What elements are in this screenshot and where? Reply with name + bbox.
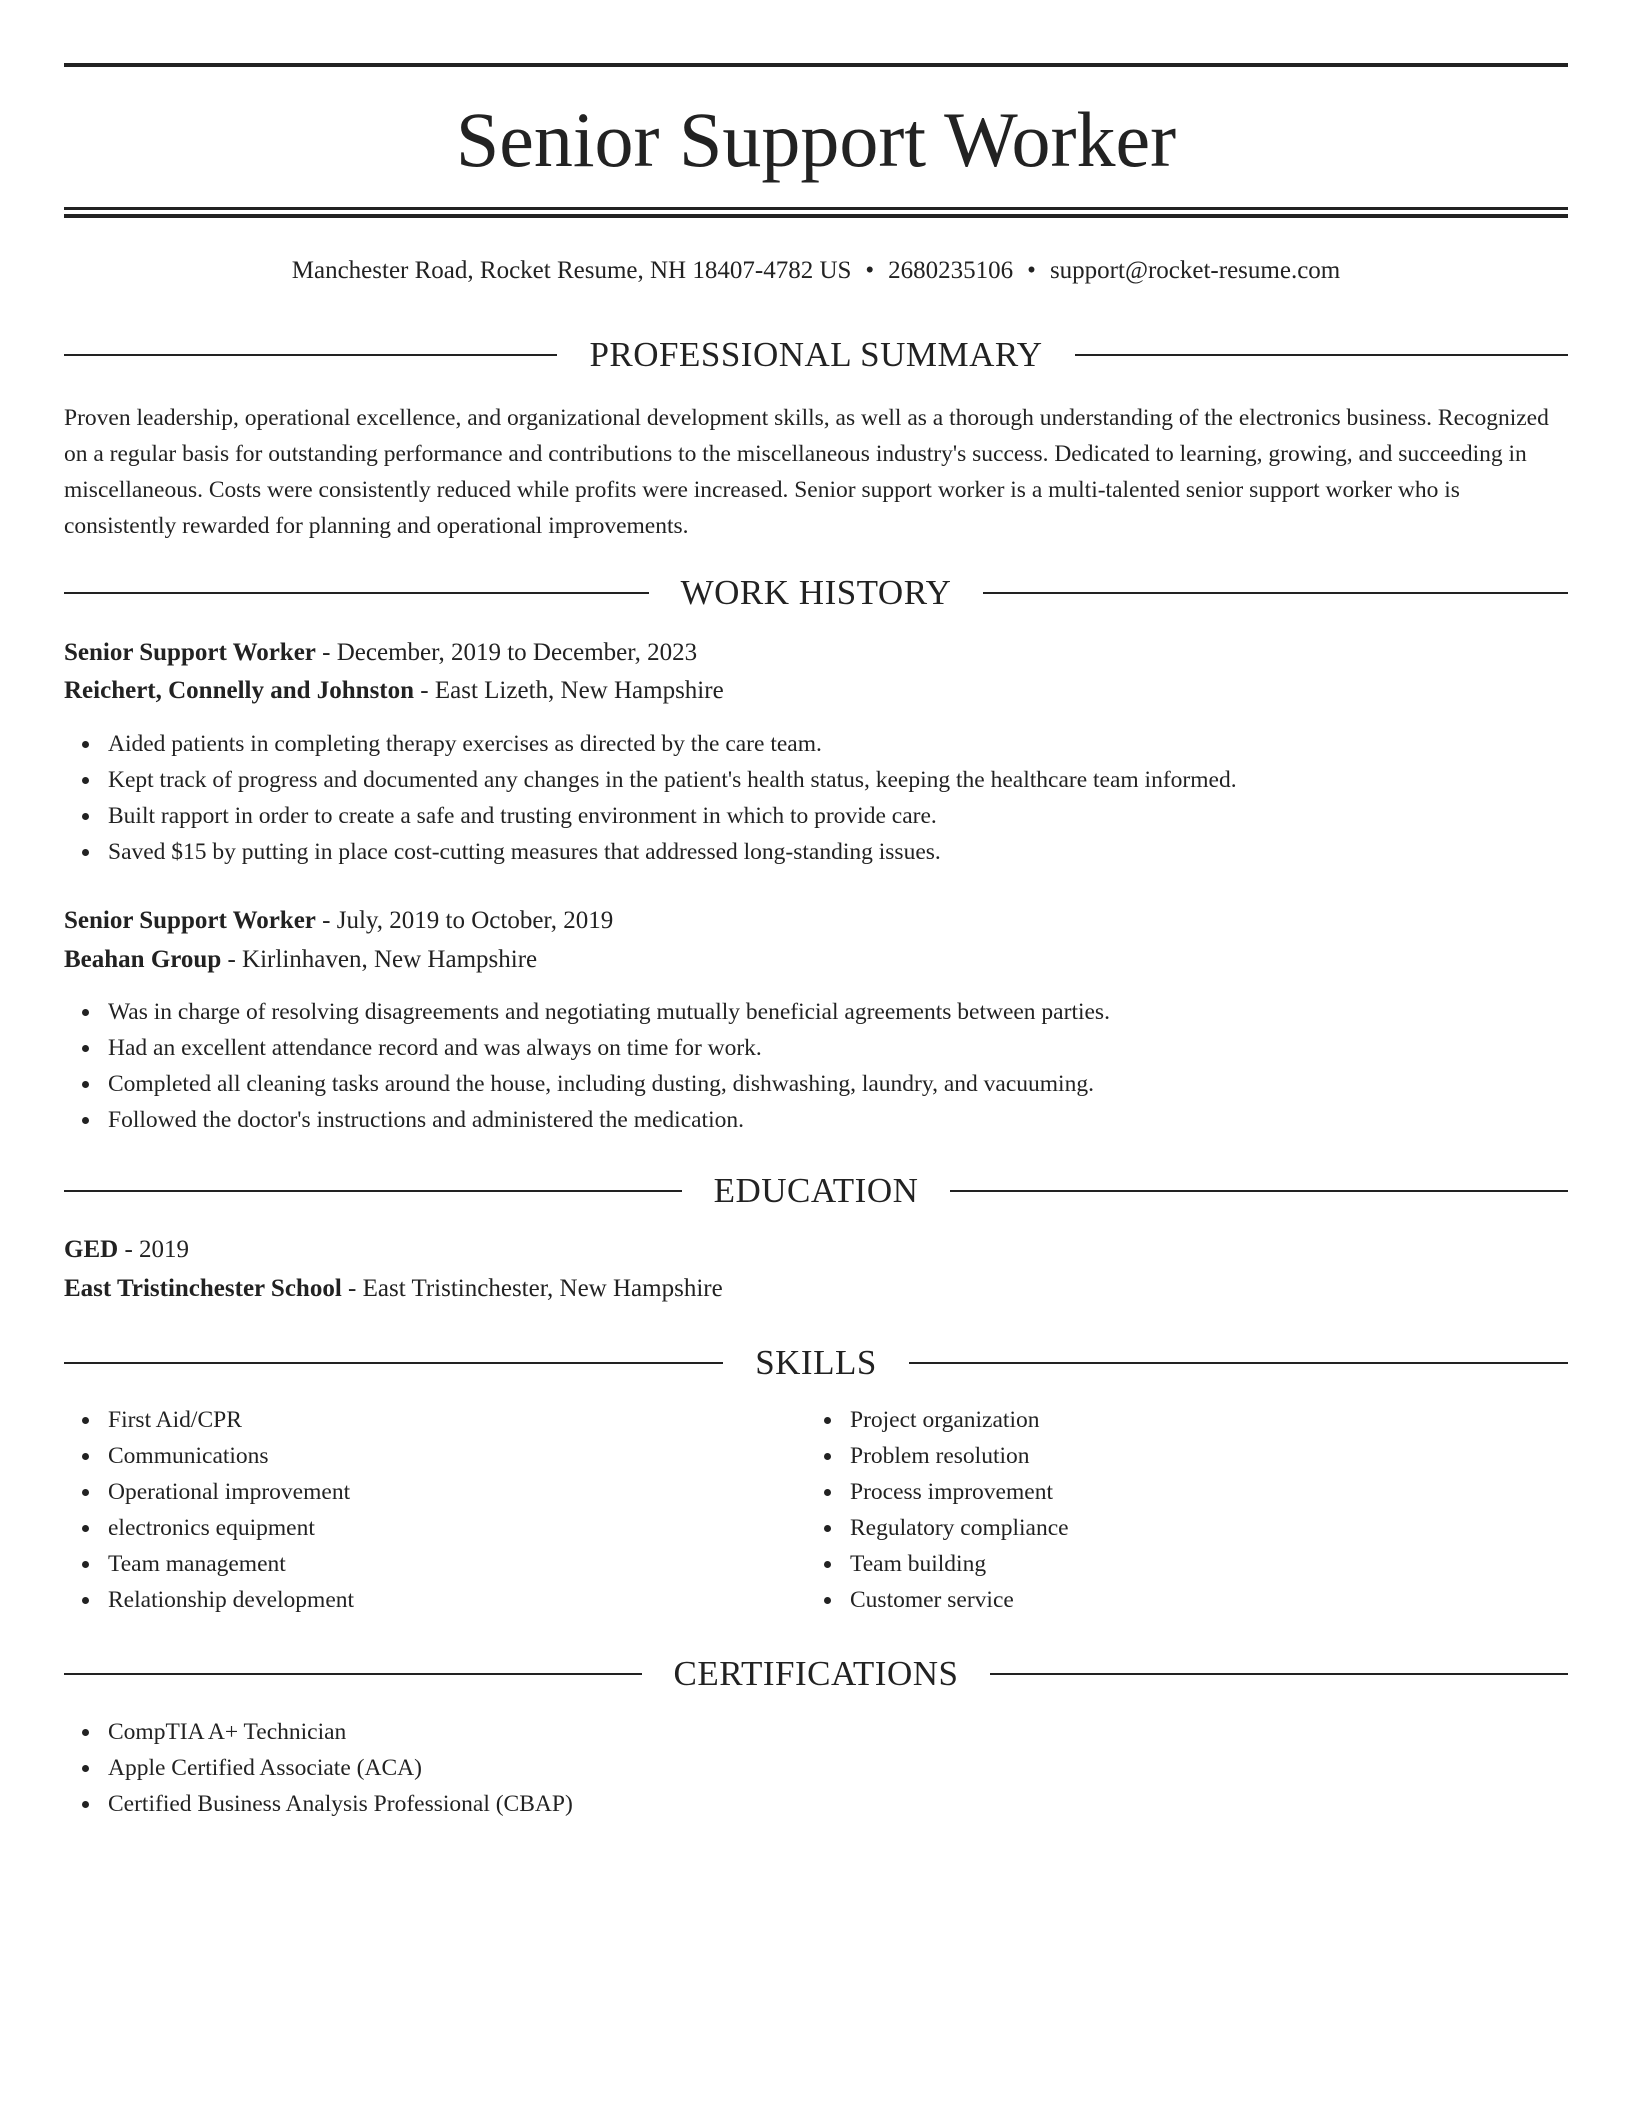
header-top-rule	[64, 63, 1568, 67]
section-heading-education	[64, 1169, 1568, 1213]
section-heading-summary	[64, 333, 1568, 377]
list-item: CompTIA A+ Technician	[108, 1714, 1568, 1750]
list-item: Relationship development	[108, 1582, 808, 1618]
section-heading-certifications	[64, 1652, 1568, 1696]
education-school-line	[64, 1272, 1568, 1306]
resume-title: Senior Support Worker	[455, 96, 1177, 183]
job-company: Beahan Group	[64, 946, 222, 973]
list-item: Team management	[108, 1546, 808, 1582]
job-company-line	[64, 943, 1568, 977]
education-year: - 2019	[118, 1236, 190, 1263]
education-degree: GED	[64, 1236, 119, 1263]
contact-separator: •	[1027, 257, 1036, 284]
list-item: electronics equipment	[108, 1510, 808, 1546]
contact-email[interactable]: support@rocket-resume.com	[1049, 257, 1341, 284]
heading-rule	[983, 592, 1568, 594]
list-item: First Aid/CPR	[108, 1402, 808, 1438]
heading-rule	[64, 1362, 723, 1364]
list-item: Problem resolution	[850, 1438, 1550, 1474]
list-item: Had an excellent attendance record and was always on time for work.	[108, 1030, 1568, 1066]
heading-rule	[64, 354, 557, 356]
section-title: CERTIFICATIONS	[673, 1654, 959, 1693]
section-title: WORK HISTORY	[680, 573, 952, 612]
heading-rule	[909, 1362, 1568, 1364]
list-item: Process improvement	[850, 1474, 1550, 1510]
job-bullets	[64, 726, 1568, 870]
list-item: Followed the doctor's instructions and administered the medication.	[108, 1102, 1568, 1138]
section-heading-work-history	[64, 571, 1568, 615]
heading-rule	[990, 1673, 1568, 1675]
education-school: East Tristinchester School	[64, 1275, 342, 1302]
job-dates: - July, 2019 to October, 2019	[315, 907, 614, 934]
header-double-rule	[64, 207, 1568, 218]
list-item: Aided patients in completing therapy exercises as directed by the care team.	[108, 726, 1568, 762]
section-heading-skills	[64, 1341, 1568, 1385]
heading-rule	[950, 1190, 1568, 1192]
education-degree-line	[64, 1233, 1568, 1267]
contact-separator: •	[865, 257, 875, 284]
certifications-list	[64, 1714, 1568, 1822]
heading-rule	[1075, 354, 1568, 356]
skills-list-right	[806, 1402, 1550, 1618]
job-company-line	[64, 674, 1568, 708]
section-title: SKILLS	[755, 1343, 877, 1382]
heading-rule	[64, 592, 649, 594]
list-item: Customer service	[850, 1582, 1550, 1618]
list-item: Certified Business Analysis Professional (CBAP)	[108, 1786, 1568, 1822]
list-item: Operational improvement	[108, 1474, 808, 1510]
section-title: PROFESSIONAL SUMMARY	[589, 335, 1043, 374]
job-company: Reichert, Connelly and Johnston	[64, 677, 415, 704]
list-item: Apple Certified Associate (ACA)	[108, 1750, 1568, 1786]
job-title-line	[64, 636, 1568, 670]
list-item: Kept track of progress and documented any changes in the patient's health status, keeping the healthcare team informed.	[108, 762, 1568, 798]
job-bullets	[64, 994, 1568, 1138]
list-item: Team building	[850, 1546, 1550, 1582]
heading-rule	[64, 1190, 682, 1192]
heading-rule	[64, 1673, 642, 1675]
contact-phone: 2680235106	[888, 257, 1014, 284]
job-location: - East Lizeth, New Hampshire	[414, 677, 724, 704]
job-title: Senior Support Worker	[64, 907, 316, 934]
contact-address: Manchester Road, Rocket Resume, NH 18407-4782 US	[291, 257, 852, 284]
job-title-line	[64, 904, 1568, 938]
list-item: Communications	[108, 1438, 808, 1474]
list-item: Was in charge of resolving disagreements and negotiating mutually beneficial agreements between parties.	[108, 994, 1568, 1030]
list-item: Project organization	[850, 1402, 1550, 1438]
summary-text: Proven leadership, operational excellence, and organizational development skills, as well as a thorough understanding of the electronics business. Recognized on a regular basis for outstanding performance and contributions to the miscellaneous industry's success. Dedicated to learning, growing, and succeeding in miscellaneous. Costs were consistently reduced while profits were increased. Senior support worker is a multi-talented senior support worker who is consistently rewarded for planning and operational improvements.	[64, 405, 1549, 539]
list-item: Regulatory compliance	[850, 1510, 1550, 1546]
list-item: Saved $15 by putting in place cost-cutting measures that addressed long-standing issues.	[108, 834, 1568, 870]
job-dates: - December, 2019 to December, 2023	[315, 639, 698, 666]
job-location: - Kirlinhaven, New Hampshire	[221, 946, 538, 973]
list-item: Built rapport in order to create a safe and trusting environment in which to provide care.	[108, 798, 1568, 834]
contact-line	[64, 254, 1568, 288]
skills-list-left	[64, 1402, 808, 1618]
education-location: - East Tristinchester, New Hampshire	[341, 1275, 723, 1302]
section-title: EDUCATION	[713, 1171, 919, 1210]
list-item: Completed all cleaning tasks around the house, including dusting, dishwashing, laundry, and vacuuming.	[108, 1066, 1568, 1102]
job-title: Senior Support Worker	[64, 639, 316, 666]
